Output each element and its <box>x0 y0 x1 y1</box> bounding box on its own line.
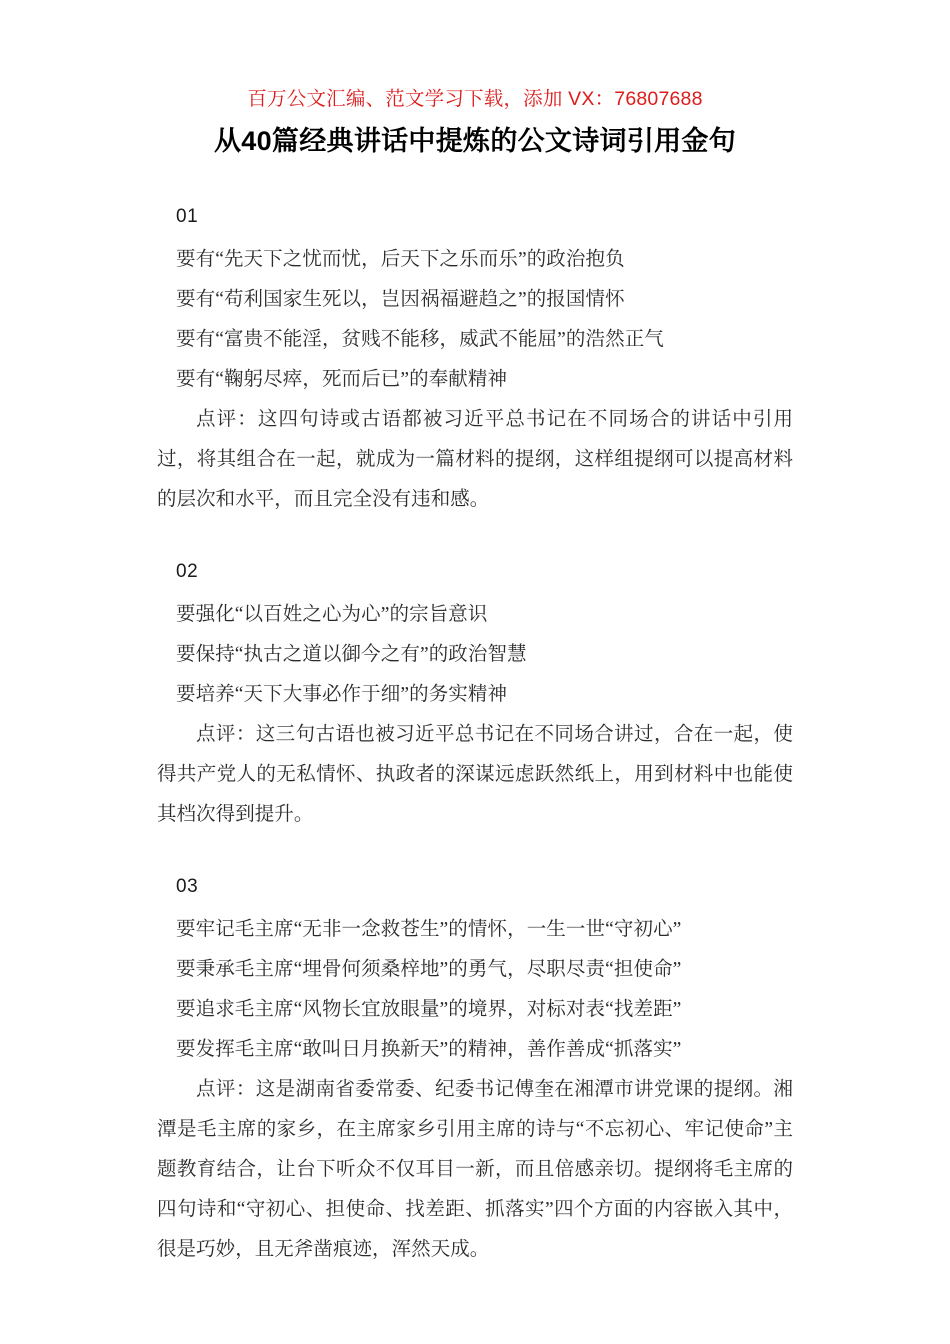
promo-banner: 百万公文汇编、范文学习下载，添加 VX：76807688 <box>247 88 703 110</box>
quote-line: 要有“鞠躬尽瘁，死而后已”的奉献精神 <box>176 369 508 391</box>
quote-list-02 <box>157 595 793 715</box>
quote-line: 要有“富贵不能淫，贫贱不能移，威武不能屈”的浩然正气 <box>176 329 664 351</box>
section-number-03: 03 <box>176 876 199 898</box>
page-title: 从40篇经典讲话中提炼的公文诗词引用金句 <box>213 126 737 157</box>
quote-line: 要有“先天下之忧而忧，后天下之乐而乐”的政治抱负 <box>176 249 625 271</box>
quote-line: 要保持“执古之道以御今之有”的政治智慧 <box>176 644 527 666</box>
quote-line: 要牢记毛主席“无非一念救苍生”的情怀，一生一世“守初心” <box>176 919 682 941</box>
quote-line: 要强化“以百姓之心为心”的宗旨意识 <box>176 604 488 626</box>
document-content <box>157 0 793 1270</box>
section-01 <box>157 207 793 520</box>
section-number-02: 02 <box>176 561 199 583</box>
section-number-01: 01 <box>176 206 199 228</box>
commentary-03: 点评：这是湖南省委常委、纪委书记傅奎在湘潭市讲党课的提纲。湘潭是毛主席的家乡，在主席家乡引用主席的诗与“不忘初心、牢记使命”主题教育结合，让台下听众不仅耳目一新，而且倍感亲切。提纲将毛主席的四句诗和“守初心、担使命、找差距、抓落实”四个方面的内容嵌入其中，很是巧妙，且无斧凿痕迹，浑然天成。 <box>157 1079 793 1261</box>
quote-line: 要有“苟利国家生死以，岂因祸福避趋之”的报国情怀 <box>176 289 625 311</box>
quote-line: 要追求毛主席“风物长宜放眼量”的境界，对标对表“找差距” <box>176 999 682 1021</box>
quote-line: 要培养“天下大事必作于细”的务实精神 <box>176 684 508 706</box>
section-02 <box>157 562 793 835</box>
commentary-01: 点评：这四句诗或古语都被习近平总书记在不同场合的讲话中引用过，将其组合在一起，就成为一篇材料的提纲，这样组提纲可以提高材料的层次和水平，而且完全没有违和感。 <box>157 409 793 511</box>
quote-list-03 <box>157 910 793 1070</box>
quote-list-01 <box>157 240 793 400</box>
section-03 <box>157 877 793 1270</box>
commentary-02: 点评：这三句古语也被习近平总书记在不同场合讲过，合在一起，使得共产党人的无私情怀、执政者的深谋远虑跃然纸上，用到材料中也能使其档次得到提升。 <box>157 724 793 826</box>
quote-line: 要秉承毛主席“埋骨何须桑梓地”的勇气，尽职尽责“担使命” <box>176 959 682 981</box>
quote-line: 要发挥毛主席“敢叫日月换新天”的精神，善作善成“抓落实” <box>176 1039 682 1061</box>
